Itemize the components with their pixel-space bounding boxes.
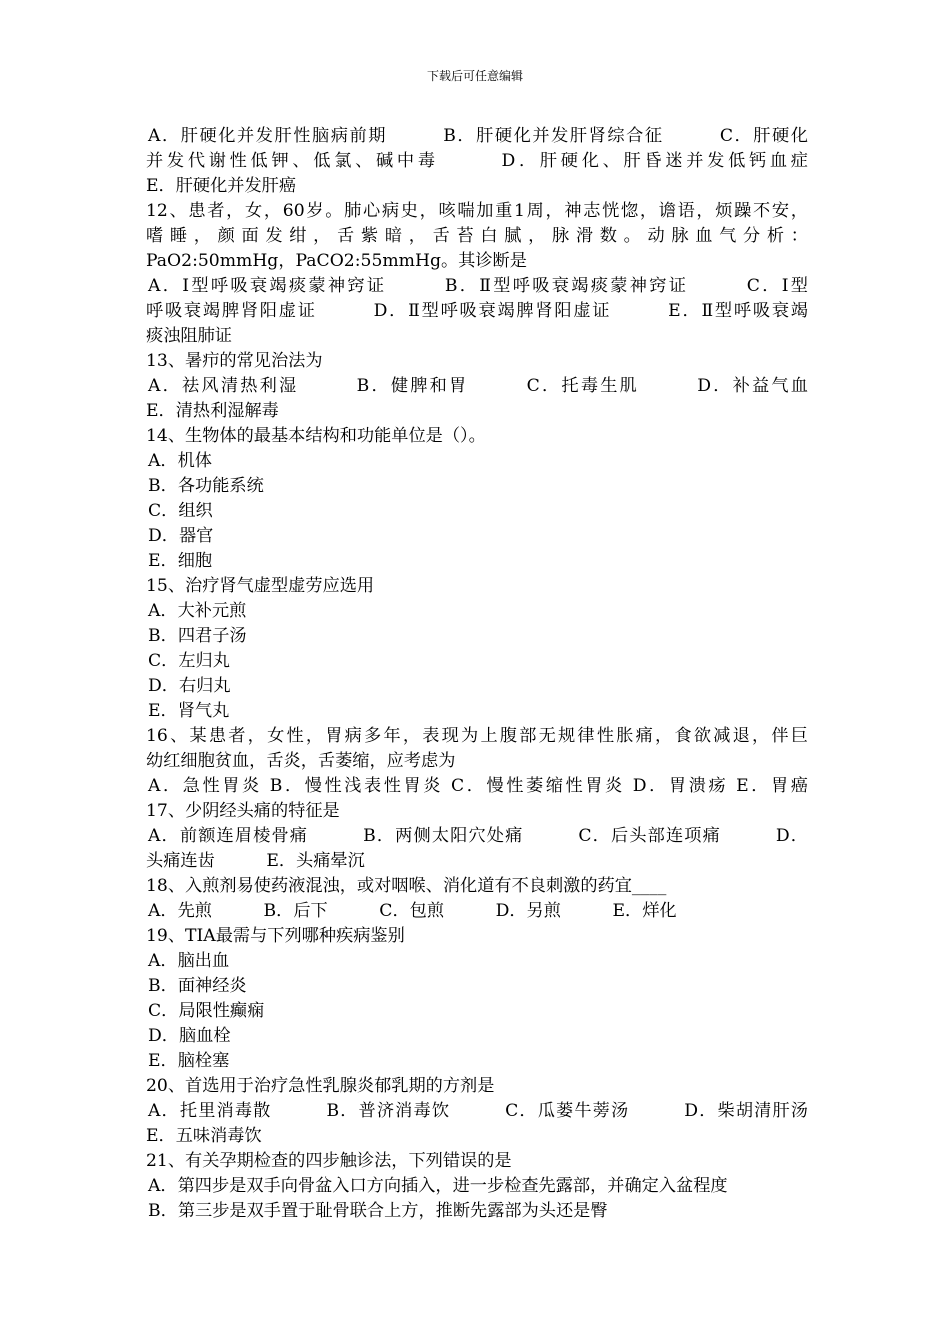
option-line: A．托里消毒散 B．普济消毒饮 C．瓜蒌牛蒡汤 D．柴胡清肝汤 <box>148 1101 808 1121</box>
option-line: E．肝硬化并发肝癌 <box>146 176 297 196</box>
question-15: 15、治疗肾气虚型虚劳应选用 <box>146 576 375 596</box>
question-14: 14、生物体的最基本结构和功能单位是（）。 <box>146 426 486 446</box>
option-line: B．四君子汤 <box>148 626 247 646</box>
option-line: A．祛风清热利湿 B．健脾和胃 C．托毒生肌 D．补益气血 <box>148 376 808 396</box>
option-line: 并发代谢性低钾、低氯、碱中毒 D．肝硬化、肝昏迷并发低钙血症 <box>146 151 808 171</box>
option-line: D．脑血栓 <box>148 1026 231 1046</box>
question-21: 21、有关孕期检查的四步触诊法，下列错误的是 <box>146 1151 512 1171</box>
option-line: A．急性胃炎 B．慢性浅表性胃炎 C．慢性萎缩性胃炎 D．胃溃疡 E．胃癌 <box>148 776 808 796</box>
question-20: 20、首选用于治疗急性乳腺炎郁乳期的方剂是 <box>146 1076 495 1096</box>
option-line: E．脑栓塞 <box>148 1051 230 1071</box>
option-line: D．右归丸 <box>148 676 231 696</box>
question-17: 17、少阴经头痛的特征是 <box>146 801 340 821</box>
question-12-text: 嗜睡，颜面发绀，舌紫暗，舌苔白腻，脉滑数。动脉血气分析： <box>146 226 808 246</box>
document-body <box>146 124 808 1224</box>
option-line: E．五味消毒饮 <box>146 1126 262 1146</box>
option-line: E．清热利湿解毒 <box>146 401 279 421</box>
option-line: C．组织 <box>148 501 213 521</box>
option-line: A．先煎 B．后下 C．包煎 D．另煎 E．烊化 <box>148 901 677 921</box>
question-18: 18、入煎剂易使药液混浊，或对咽喉、消化道有不良刺激的药宜____ <box>146 876 667 896</box>
option-line: B．各功能系统 <box>148 476 264 496</box>
option-line: A．第四步是双手向骨盆入口方向插入，进一步检查先露部，并确定入盆程度 <box>148 1176 728 1196</box>
option-line: B．第三步是双手置于耻骨联合上方，推断先露部为头还是臀 <box>148 1201 608 1221</box>
question-13: 13、暑疖的常见治法为 <box>146 351 323 371</box>
option-line: 痰浊阻肺证 <box>146 326 232 346</box>
question-16-text: 幼红细胞贫血，舌炎，舌萎缩，应考虑为 <box>146 751 456 771</box>
option-line: A．肝硬化并发肝性脑病前期 B．肝硬化并发肝肾综合征 C．肝硬化 <box>148 126 808 146</box>
option-line: A．前额连眉棱骨痛 B．两侧太阳穴处痛 C．后头部连项痛 D． <box>148 826 808 846</box>
page-header: 下载后可任意编辑 <box>426 69 523 83</box>
option-line: B．面神经炎 <box>148 976 247 996</box>
question-12-text: PaO2:50mmHg，PaCO2:55mmHg。其诊断是 <box>146 251 527 271</box>
option-line: E．细胞 <box>148 551 213 571</box>
option-line: C．局限性癫痫 <box>148 1001 265 1021</box>
option-line: C．左归丸 <box>148 651 230 671</box>
option-line: 呼吸衰竭脾肾阳虚证 D．Ⅱ型呼吸衰竭脾肾阳虚证 E．Ⅱ型呼吸衰竭 <box>146 301 808 321</box>
option-line: A．机体 <box>148 451 212 471</box>
question-19: 19、TIA最需与下列哪种疾病鉴别 <box>146 926 405 946</box>
option-line: E．肾气丸 <box>148 701 230 721</box>
option-line: 头痛连齿 E．头痛晕沉 <box>146 851 365 871</box>
question-16: 16、某患者，女性，胃病多年，表现为上腹部无规律性胀痛，食欲减退，伴巨 <box>146 726 808 746</box>
option-line: A．脑出血 <box>148 951 230 971</box>
option-line: A．大补元煎 <box>148 601 247 621</box>
question-12: 12、患者，女，60岁。肺心病史，咳喘加重1周，神志恍惚，谵语，烦躁不安， <box>146 201 808 221</box>
option-line: D．器官 <box>148 526 214 546</box>
option-line: A．Ⅰ型呼吸衰竭痰蒙神窍证 B．Ⅱ型呼吸衰竭痰蒙神窍证 C．Ⅰ型 <box>148 276 808 296</box>
